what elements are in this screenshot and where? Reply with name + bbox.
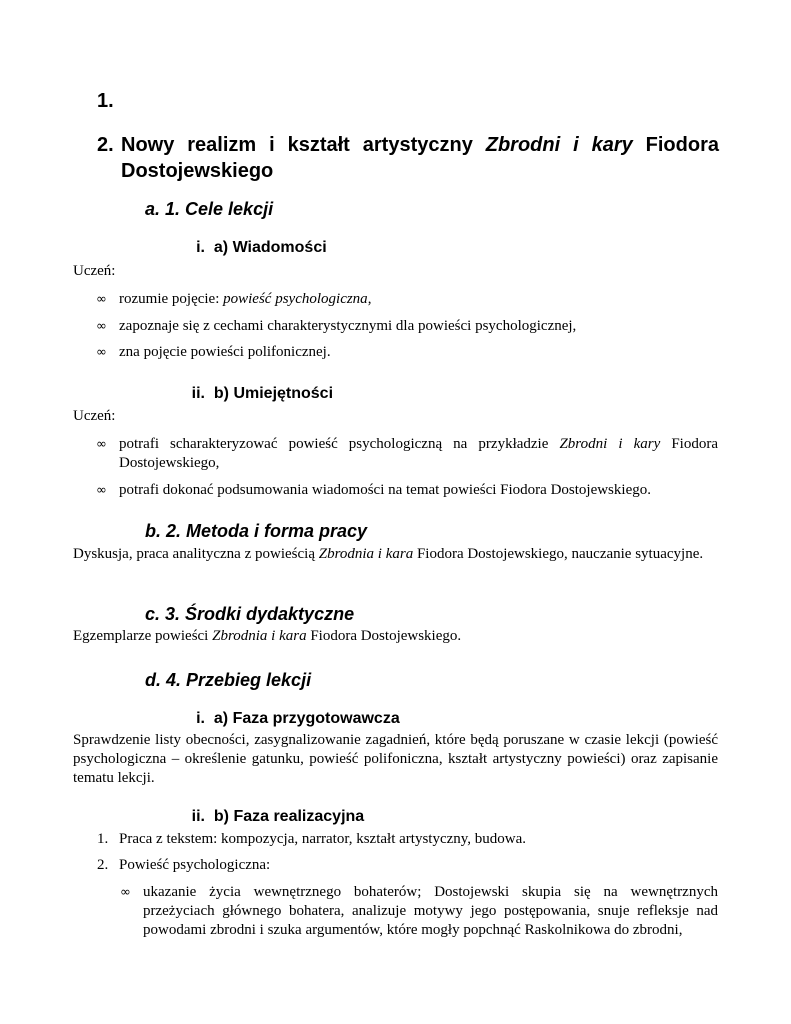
infinity-bullet-icon: ∞ — [96, 292, 107, 307]
heading-2-number: 2. — [97, 134, 114, 156]
heading-1-number: 1. — [97, 90, 114, 112]
section-a-sub-i-intro: Uczeń: — [73, 263, 116, 279]
section-a-heading: a. 1. Cele lekcji — [145, 199, 274, 219]
section-c-heading: c. 3. Środki dydaktyczne — [145, 604, 355, 624]
section-b-text: Dyskusja, praca analityczna z powieścią Zbrodnia i kara Fiodora Dostojewskiego, nauczanie sytuacyjne. — [73, 546, 704, 562]
infinity-bullet-icon: ∞ — [96, 437, 107, 452]
section-d-sub-i-heading: i. a) Faza przygotowawcza — [196, 710, 400, 727]
infinity-bullet-icon: ∞ — [96, 345, 107, 360]
infinity-bullet-icon: ∞ — [120, 885, 131, 900]
document-page: 1. 2. Nowy realizm i kształt artystyczny Zbrodni i kary Fiodora Dostojewskiego a. 1. Cele lekcji i. a) Wiadomości Uczeń: ∞ rozumie pojęcie: powieść psychologiczna, ∞ zapoznaje się z cechami charakterystycznymi dla powieści psychologicznej, ∞ zna pojęcie powieści polifonicznej. ii. b) Umiejętności Uczeń: ∞ potrafi scharakteryzować powieść psychologiczną na przykładzie Zbrodni i kary Fiodora Dostojewskiego, ∞ potrafi dokonać podsumowania wiadomości na temat powieści Fiodora Dostojewskiego. b. 2. Metoda i forma pracy Dyskusja, praca analityczna z powieścią Zbrodnia i kara Fiodora Dostojewskiego, nauczanie sytuacyjne. c. 3. Środki dydaktyczne Egzemplarze powieści Zbrodnia i kara Fiodora Dostojewskiego. d. 4. Przebieg lekcji i. a) Faza przygotowawcza Sprawdzenie listy obecności, zasygnalizowanie zagadnień, które będą poruszane w czasie lekcji (powieść psychologiczna – określenie gatunku, powieść polifoniczna, kształt artystyczny powieści) oraz zapisanie tematu lekcji. ii. b) Faza realizacyjna 1. Praca z tekstem: kompozycja, narrator, kształt artystyczny, budowa. 2. Powieść psychologiczna: ∞ ukazanie życia wewnętrznego bohaterów; Dostojewski skupia się na wewnętrznych przeżyciach głównego bohatera, analizuje motywy jego postępowania, snuje refleksje nad powodami zbrodni i szuka argumentów, które mogły popchnąć Raskolnikowa do zbrodni, — [73, 90, 719, 938]
section-a-sub-ii-heading: ii. b) Umiejętności — [191, 385, 334, 402]
section-d-sub-ii-heading: ii. b) Faza realizacyjna — [191, 808, 365, 825]
section-a-sub-ii-intro: Uczeń: — [73, 408, 116, 424]
heading-2 — [97, 132, 719, 184]
section-c-text: Egzemplarze powieści Zbrodnia i kara Fiodora Dostojewskiego. — [73, 628, 462, 644]
heading-2-text: Nowy realizm i kształt artystyczny Zbrodni i kary Fiodora Dostojewskiego — [121, 134, 719, 182]
section-b-heading: b. 2. Metoda i forma pracy — [145, 521, 368, 541]
infinity-bullet-icon: ∞ — [96, 483, 107, 498]
section-d-heading: d. 4. Przebieg lekcji — [145, 670, 312, 690]
infinity-bullet-icon: ∞ — [96, 319, 107, 334]
section-a-sub-i-heading: i. a) Wiadomości — [196, 239, 327, 256]
section-d-sub-i-text: Sprawdzenie listy obecności, zasygnalizowanie zagadnień, które będą poruszane w czasie lekcji (powieść psychologiczna – określenie gatunku, powieść polifoniczna, kształt artystyczny powieści) oraz zapisanie tematu lekcji. — [73, 732, 718, 786]
